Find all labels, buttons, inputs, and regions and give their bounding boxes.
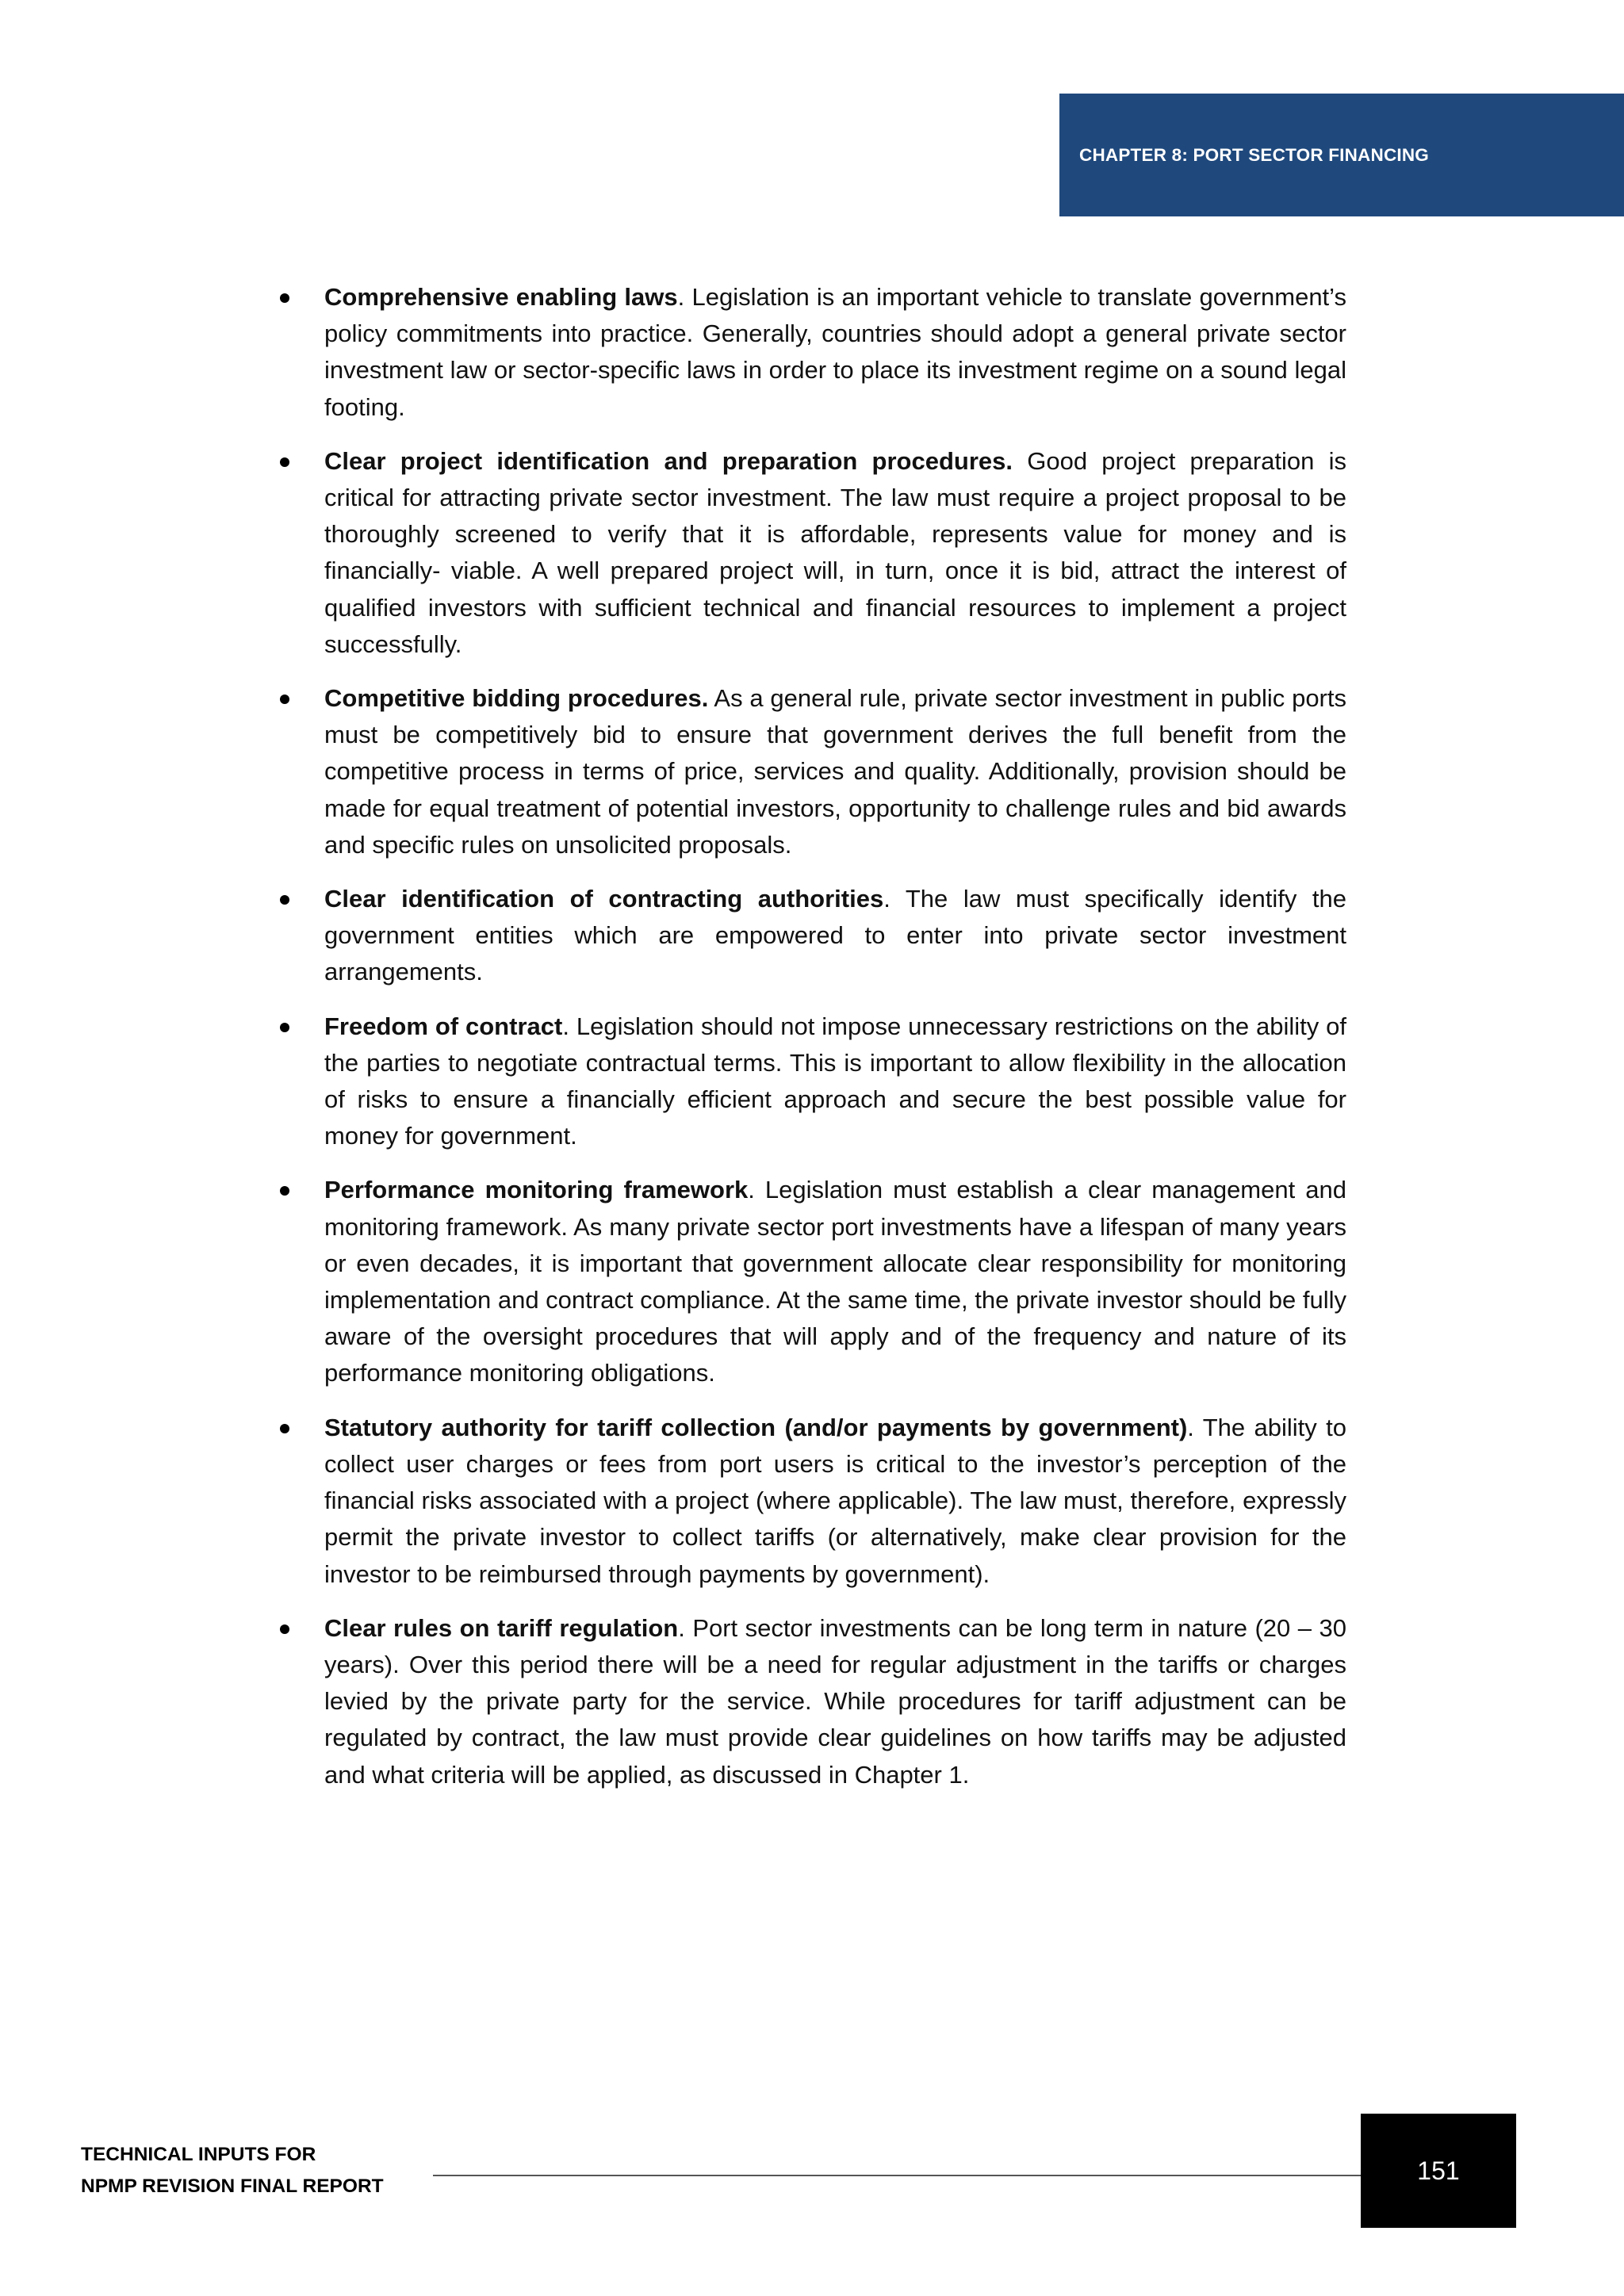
bullet-body: Good project preparation is critical for attracting private sector investment. The law must require a project proposal to be thoroughly screened to verify that it is affordable, represents value for money and is financially- viable. A well prepared project will, in turn, once it is bid, attract the interest of qualified investors with sufficient technical and financial resources to implement a project successfully. <box>324 446 1346 658</box>
footer-report-title <box>81 2139 384 2202</box>
bullet-paragraph <box>324 279 1346 426</box>
bullet-title-punct: . <box>1187 1413 1194 1441</box>
bullet-body: Legislation should not impose unnecessary restrictions on the ability of the parties to negotiate contractual terms. This is important to allow flexibility in the allocation of risks to ensure a financially efficient approach and secure the best possible value for money for government. <box>324 1012 1346 1150</box>
bullet-title: Competitive bidding procedures. <box>324 684 709 713</box>
bullet-body: Port sector investments can be long term in nature (20 – 30 years). Over this period there will be a need for regular adjustment in the tariffs or charges levied by the private party for the service. While procedures for tariff adjustment can be regulated by contract, the law must provide clear guidelines on how tariffs may be adjusted and what criteria will be applied, as discussed in Chapter 1. <box>324 1613 1346 1789</box>
bullet-title: Clear project identification and preparation procedures. <box>324 446 1013 475</box>
bullet-dot-icon <box>280 293 289 303</box>
page-number-box <box>1361 2114 1516 2228</box>
bullet-body: The ability to collect user charges or fees from port users is critical to the investor’s perception of the financial risks associated with a project (where applicable). The law must, therefore, expressly permit the private investor to collect tariffs (or alternatively, make clear provision for the investor to be reimbursed through payments by government). <box>324 1413 1346 1588</box>
bullet-item <box>273 279 1346 426</box>
bullet-paragraph <box>324 1610 1346 1793</box>
bullet-body: Legislation must establish a clear management and monitoring framework. As many private sector port investments have a lifespan of many years or even decades, it is important that government allocate clear responsibility for monitoring implementation and contract compliance. At the same time, the private investor should be fully aware of the oversight procedures that will apply and of the frequency and nature of its performance monitoring obligations. <box>324 1176 1346 1387</box>
bullet-dot-icon <box>280 457 289 467</box>
bullet-item <box>273 1008 1346 1155</box>
bullet-list <box>273 279 1346 1793</box>
bullet-dot-icon <box>280 1424 289 1433</box>
bullet-title: Freedom of contract <box>324 1012 563 1040</box>
page-content <box>273 279 1346 1811</box>
bullet-title: Statutory authority for tariff collection (and/or payments by government) <box>324 1413 1188 1441</box>
bullet-dot-icon <box>280 1624 289 1634</box>
bullet-paragraph <box>324 1008 1346 1155</box>
footer-report-line2: NPMP REVISION FINAL REPORT <box>81 2175 384 2197</box>
bullet-title-punct: . <box>677 283 685 311</box>
bullet-dot-icon <box>280 895 289 905</box>
bullet-title: Clear rules on tariff regulation <box>324 1613 679 1642</box>
bullet-paragraph <box>324 443 1346 663</box>
bullet-item <box>273 1410 1346 1593</box>
bullet-item <box>273 443 1346 663</box>
bullet-item <box>273 881 1346 991</box>
bullet-title-punct: . <box>748 1176 755 1204</box>
bullet-dot-icon <box>280 1023 289 1032</box>
bullet-item <box>273 1172 1346 1391</box>
bullet-title-punct: . <box>883 885 891 913</box>
bullet-paragraph <box>324 881 1346 991</box>
bullet-item <box>273 680 1346 863</box>
bullet-body: Legislation is an important vehicle to translate government’s policy commitments into practice. Generally, countries should adopt a general private sector investment law or sector-specific laws in order to place its investment regime on a sound legal footing. <box>324 283 1346 421</box>
bullet-dot-icon <box>280 1186 289 1196</box>
page-number: 151 <box>1417 2156 1460 2185</box>
bullet-paragraph <box>324 680 1346 863</box>
bullet-item <box>273 1610 1346 1793</box>
bullet-title: Clear identification of contracting authorities <box>324 885 884 913</box>
bullet-dot-icon <box>280 695 289 704</box>
bullet-body: The law must specifically identify the government entities which are empowered to enter into private sector investment arrangements. <box>324 885 1346 986</box>
bullet-title-punct: . <box>678 1613 685 1642</box>
bullet-title-punct: . <box>562 1012 569 1040</box>
bullet-paragraph <box>324 1172 1346 1391</box>
bullet-title: Comprehensive enabling laws <box>324 283 678 311</box>
chapter-banner <box>1059 94 1624 216</box>
chapter-title: CHAPTER 8: PORT SECTOR FINANCING <box>1079 144 1430 165</box>
footer-divider <box>433 2175 1362 2176</box>
footer-report-line1: TECHNICAL INPUTS FOR <box>81 2144 316 2165</box>
bullet-body: As a general rule, private sector investment in public ports must be competitively bid to ensure that government derives the full benefit from the competitive process in terms of price, services and quality. Additionally, provision should be made for equal treatment of potential investors, opportunity to challenge rules and bid awards and specific rules on unsolicited proposals. <box>324 684 1346 859</box>
bullet-title: Performance monitoring framework <box>324 1176 749 1204</box>
bullet-paragraph <box>324 1410 1346 1593</box>
